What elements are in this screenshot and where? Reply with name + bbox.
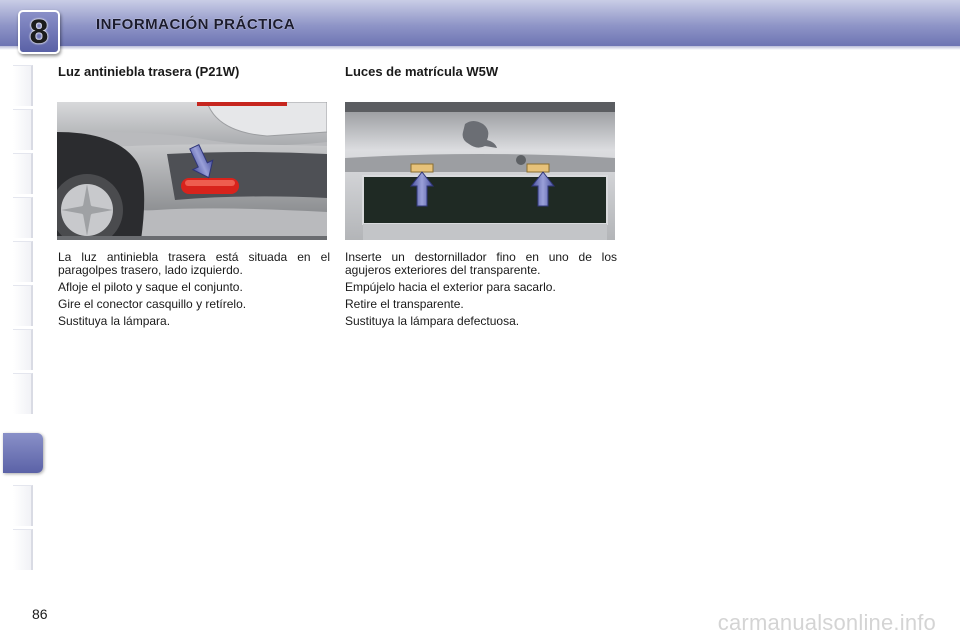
chapter-number: 8 bbox=[29, 13, 49, 51]
chapter-tab-7[interactable] bbox=[13, 329, 33, 370]
plate-light-photo bbox=[345, 102, 615, 240]
chapter-number-badge bbox=[18, 10, 60, 54]
instruction-paragraph: Retire el transparente. bbox=[345, 297, 464, 311]
instruction-paragraph: Afloje el piloto y saque el conjunto. bbox=[58, 280, 243, 294]
chapter-tab-8[interactable] bbox=[13, 373, 33, 414]
chapter-tab-1[interactable] bbox=[13, 65, 33, 106]
header-shadow bbox=[0, 46, 960, 50]
chapter-tabs bbox=[13, 65, 33, 575]
instruction-paragraph: Sustituya la lámpara. bbox=[58, 314, 171, 328]
section-title-plate-lights: Luces de matrícula W5W bbox=[345, 64, 499, 79]
plate-light-instructions bbox=[345, 251, 617, 332]
chapter-tab-6[interactable] bbox=[13, 285, 33, 326]
section-title-rear-fog-light: Luz antiniebla trasera (P21W) bbox=[58, 64, 240, 79]
rear-fog-light-photo bbox=[57, 102, 327, 240]
instruction-paragraph: Empújelo hacia el exterior para sacarlo. bbox=[345, 280, 556, 294]
instruction-paragraph: Inserte un destornillador fino en uno de los agujeros exteriores del transparente. bbox=[345, 250, 617, 277]
chapter-tab-5[interactable] bbox=[13, 241, 33, 282]
chapter-tab-4[interactable] bbox=[13, 197, 33, 238]
chapter-title: INFORMACIÓN PRÁCTICA bbox=[96, 16, 296, 33]
rear-fog-light-instructions bbox=[58, 251, 330, 332]
instruction-paragraph: La luz antiniebla trasera está situada en el paragolpes trasero, lado izquierdo. bbox=[58, 250, 330, 277]
chapter-tab-11[interactable] bbox=[13, 529, 33, 570]
page-number: 86 bbox=[32, 606, 48, 622]
chapter-tab-3[interactable] bbox=[13, 153, 33, 194]
chapter-tab-2[interactable] bbox=[13, 109, 33, 150]
chapter-tab-10[interactable] bbox=[13, 485, 33, 526]
instruction-paragraph: Sustituya la lámpara defectuosa. bbox=[345, 314, 520, 328]
chapter-tab-active[interactable] bbox=[3, 433, 43, 473]
watermark: carmanualsonline.info bbox=[717, 610, 936, 635]
instruction-paragraph: Gire el conector casquillo y retírelo. bbox=[58, 297, 247, 311]
